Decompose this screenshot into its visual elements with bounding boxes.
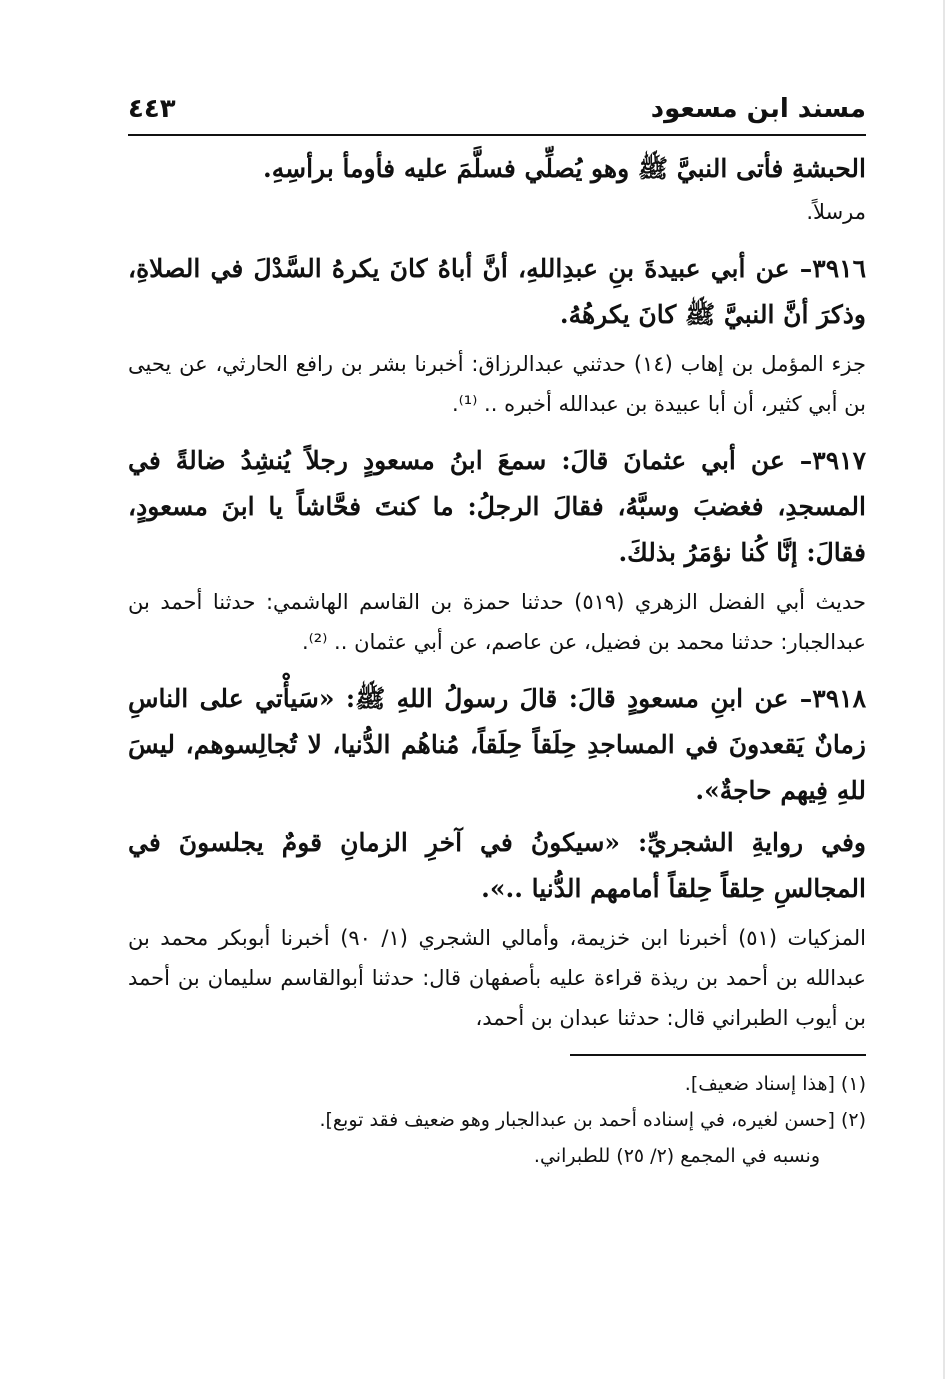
grading-note: مرسلاً. xyxy=(806,200,866,224)
hadith-3917-source: حديث أبي الفضل الزهري (٥١٩) حدثنا حمزة بن القاسم الهاشمي: حدثنا أحمد بن عبدالجبار: حدثنا محمد بن فضيل، عن عاصم، عن أبي عثمان .. ⁽²⁾. xyxy=(128,590,867,654)
main-text xyxy=(128,146,866,1038)
footnote-separator xyxy=(570,1054,866,1056)
running-header xyxy=(128,92,866,136)
hadith-3916-source: جزء المؤمل بن إهاب (١٤) حدثني عبدالرزاق: أخبرنا بشر بن رافع الحارثي، عن يحيى بن أبي كثير، أن أبا عبيدة بن عبدالله أخبره .. ⁽¹⁾. xyxy=(128,352,866,416)
page-number: ٤٤٣ xyxy=(128,94,176,124)
page-edge-shadow xyxy=(943,0,945,1379)
hadith-3917: ٣٩١٧– عن أبي عثمانَ قالَ: سمعَ ابنُ مسعودٍ رجلاً يُنشِدُ ضالةً في المسجدِ، فغضبَ وسبَّهُ، فقالَ الرجلُ: ما كنتَ فحَّاشاً يا ابنَ مسعودٍ، فقالَ: إنَّا كُنا نؤمَرُ بذلكَ. xyxy=(128,446,866,567)
footnote-2-continuation: ونسبه في المجمع (٢/ ٢٥) للطبراني. xyxy=(533,1145,820,1167)
hadith-3918-source: المزكيات (٥١) أخبرنا ابن خزيمة، وأمالي الشجري (١/ ٩٠) أخبرنا أبوبكر محمد بن عبدالله بن أحمد بن ريذة قراءة عليه بأصفهان قال: حدثنا أبوالقاسم سليمان بن أحمد بن أيوب الطبراني قال: حدثنا عبدان بن أحمد، xyxy=(128,926,866,1030)
book-page xyxy=(128,92,866,1362)
hadith-continuation: الحبشةِ فأتى النبيَّ ﷺ وهو يُصلِّي فسلَّمَ عليه فأومأ برأسِهِ. xyxy=(263,154,866,183)
footnote-1: (١) [هذا إسناد ضعيف]. xyxy=(684,1073,866,1095)
hadith-3916: ٣٩١٦– عن أبي عبيدةَ بنِ عبدِاللهِ، أنَّ أباهُ كانَ يكرهُ السَّدْلَ في الصلاةِ، وذكرَ أنَّ النبيَّ ﷺ كانَ يكرهُهُ. xyxy=(128,254,866,329)
hadith-3918: ٣٩١٨– عن ابنِ مسعودٍ قالَ: قالَ رسولُ اللهِ ﷺ: «سَيأْتي على الناسِ زمانٌ يَقعدونَ في المساجدِ حِلَقاً حِلَقاً، مُناهُم الدُّنيا، لا تُجالِسوهم، ليسَ للهِ فِيهم حاجةٌ». xyxy=(128,684,866,805)
book-title: مسند ابن مسعود xyxy=(650,94,866,124)
footnote-2: (٢) [حسن لغيره، في إسناده أحمد بن عبدالجبار وهو ضعيف فقد توبع]. xyxy=(319,1109,866,1131)
footnotes xyxy=(128,1066,866,1174)
hadith-3918-variant: وفي روايةِ الشجريِّ: «سيكونُ في آخرِ الزمانِ قومٌ يجلسونَ في المجالسِ حِلقاً حِلقاً أمامهم الدُّنيا ..». xyxy=(128,828,866,903)
